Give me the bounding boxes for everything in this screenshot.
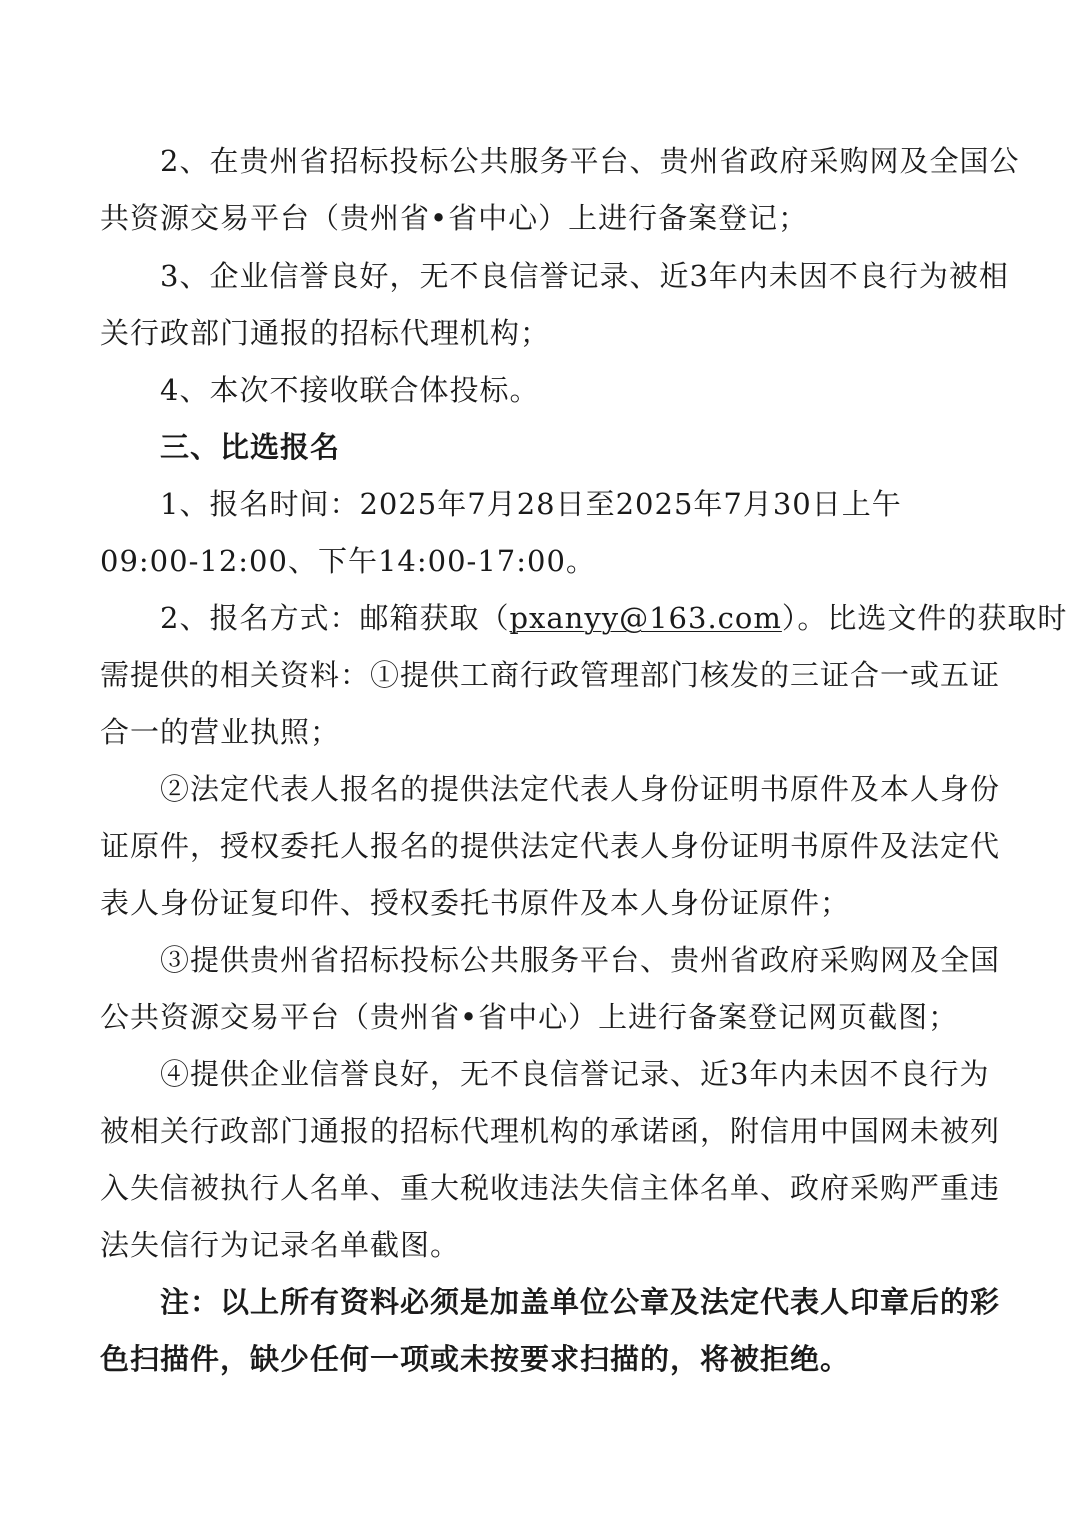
email-link[interactable]: pxanyy@163.com xyxy=(509,601,782,635)
registration-method-line-2: 需提供的相关资料：①提供工商行政管理部门核发的三证合一或五证 xyxy=(100,658,1001,692)
section-heading: 三、比选报名 xyxy=(160,430,341,464)
item-2-line-1: 2、在贵州省招标投标公共服务平台、贵州省政府采购网及全国公 xyxy=(160,144,1020,178)
item-4-line-1: 4、本次不接收联合体投标。 xyxy=(160,373,540,407)
requirement-4-line-2: 被相关行政部门通报的招标代理机构的承诺函，附信用中国网未被列 xyxy=(100,1114,1001,1148)
note-line-2: 色扫描件，缺少任何一项或未按要求扫描的，将被拒绝。 xyxy=(100,1342,851,1376)
requirement-3-line-2: 公共资源交易平台（贵州省•省中心）上进行备案登记网页截图； xyxy=(100,1000,959,1034)
registration-method-line-1 xyxy=(160,598,1067,638)
requirement-4-line-3: 入失信被执行人名单、重大税收违法失信主体名单、政府采购严重违 xyxy=(100,1171,1001,1205)
requirement-4-line-1: ④提供企业信誉良好，无不良信誉记录、近3年内未因不良行为 xyxy=(160,1057,990,1091)
registration-method-suffix: ）。比选文件的获取时 xyxy=(781,601,1068,635)
registration-method-prefix: 2、报名方式：邮箱获取（ xyxy=(160,601,510,635)
registration-time-line-1: 1、报名时间：2025年7月28日至2025年7月30日上午 xyxy=(160,487,902,521)
requirement-2-line-2: 证原件，授权委托人报名的提供法定代表人身份证明书原件及法定代 xyxy=(100,829,1001,863)
item-3-line-1: 3、企业信誉良好，无不良信誉记录、近3年内未因不良行为被相 xyxy=(160,259,1009,293)
requirement-2-line-3: 表人身份证复印件、授权委托书原件及本人身份证原件； xyxy=(100,886,851,920)
item-2-line-2: 共资源交易平台（贵州省•省中心）上进行备案登记； xyxy=(100,201,809,235)
requirement-2-line-1: ②法定代表人报名的提供法定代表人身份证明书原件及本人身份 xyxy=(160,772,1001,806)
requirement-3-line-1: ③提供贵州省招标投标公共服务平台、贵州省政府采购网及全国 xyxy=(160,943,1001,977)
requirement-4-line-4: 法失信行为记录名单截图。 xyxy=(100,1228,461,1262)
registration-time-line-2: 09:00-12:00、下午14:00-17:00。 xyxy=(100,544,596,578)
item-3-line-2: 关行政部门通报的招标代理机构； xyxy=(100,316,551,350)
note-line-1: 注：以上所有资料必须是加盖单位公章及法定代表人印章后的彩 xyxy=(160,1285,1001,1319)
registration-method-line-3: 合一的营业执照； xyxy=(100,715,341,749)
